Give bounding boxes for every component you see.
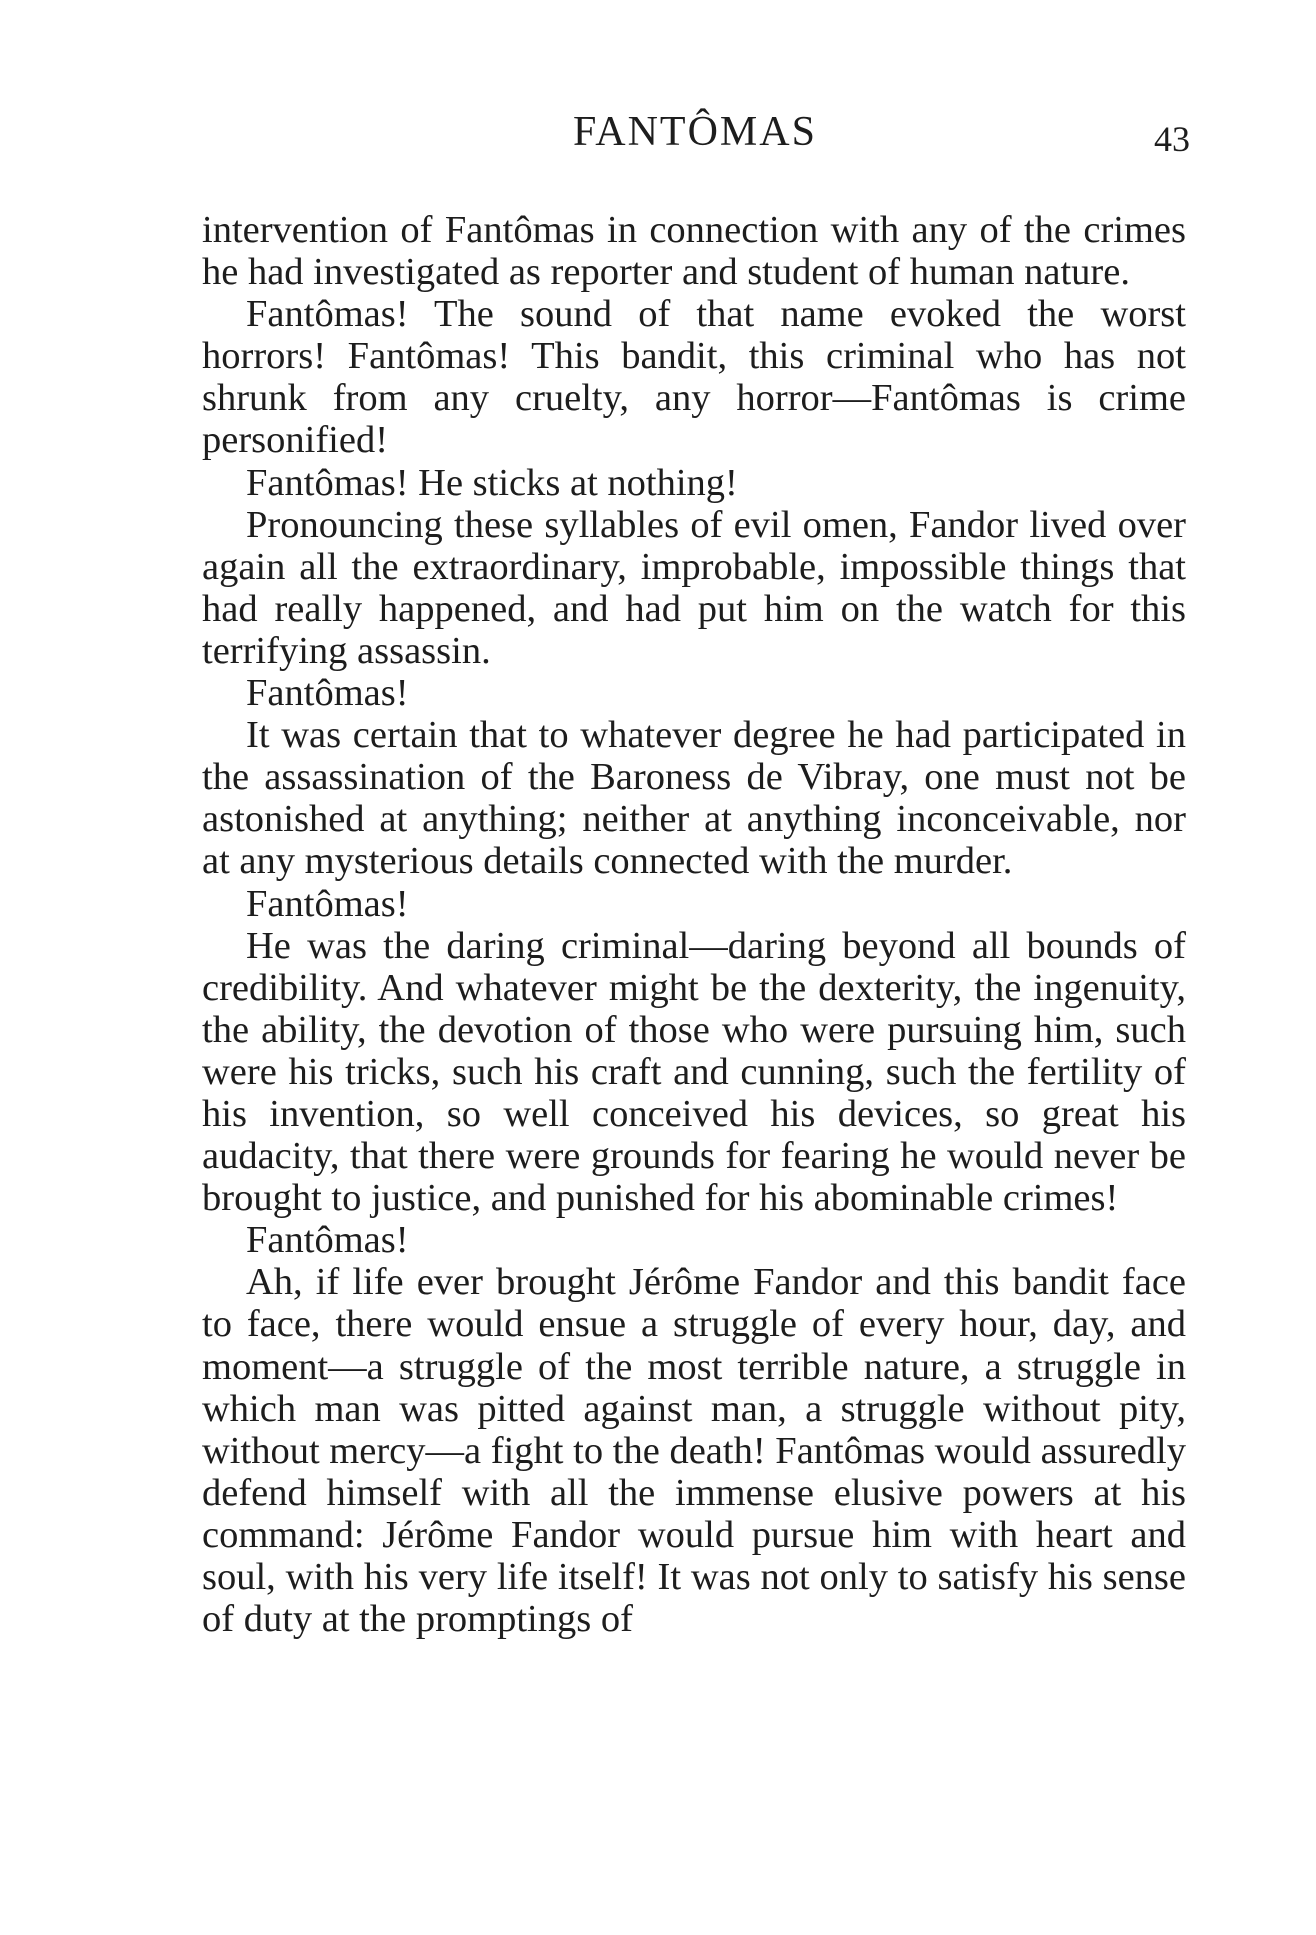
page-title: FANTÔMAS [573, 109, 817, 155]
paragraph: He was the daring criminal—daring beyond all bounds of credibility. And whatever might be the dexterity, the ingenuity, the ability, the devotion of those who were pursuing him, such were his tricks, such his craft and cunning, such the fertility of his invention, so well conceived his devices, so great his audacity, that there were grounds for fearing he would never be brought to justice, and punished for his abominable crimes! [202, 924, 1186, 1220]
paragraph: Pronouncing these syllables of evil omen, Fandor lived over again all the extraordinary, improbable, impossible things that had really happened, and had put him on the watch for this terrifying assassin. [202, 503, 1186, 672]
paragraph: Fantômas! He sticks at nothing! [246, 461, 738, 504]
paragraph: It was certain that to whatever degree he had participated in the assassination of the Baroness de Vibray, one must not be astonished at anything; neither at anything inconceivable, nor at any mysterious details connected with the murder. [202, 714, 1186, 883]
page-number: 43 [1154, 119, 1190, 159]
running-header [200, 108, 1190, 168]
body-text [202, 209, 1186, 1640]
paragraph: Fantômas! The sound of that name evoked the worst horrors! Fantômas! This bandit, this criminal who has not shrunk from any cruelty, any horror—Fantômas is crime personified! [202, 293, 1186, 462]
paragraph: Fantômas! [246, 672, 409, 715]
paragraph: Fantômas! [246, 882, 409, 925]
paragraph: intervention of Fantômas in connection with any of the crimes he had investigated as reporter and student of human nature. [202, 209, 1186, 294]
paragraph: Ah, if life ever brought Jérôme Fandor and this bandit face to face, there would ensue a struggle of every hour, day, and moment—a struggle of the most terrible nature, a struggle in which man was pitted against man, a struggle without pity, without mercy—a fight to the death! Fantômas would assuredly defend himself with all the immense elusive powers at his command: Jérôme Fandor would pursue him with heart and soul, with his very life itself! It was not only to satisfy his sense of duty at the promptings of [202, 1261, 1186, 1641]
paragraph: Fantômas! [246, 1219, 409, 1262]
